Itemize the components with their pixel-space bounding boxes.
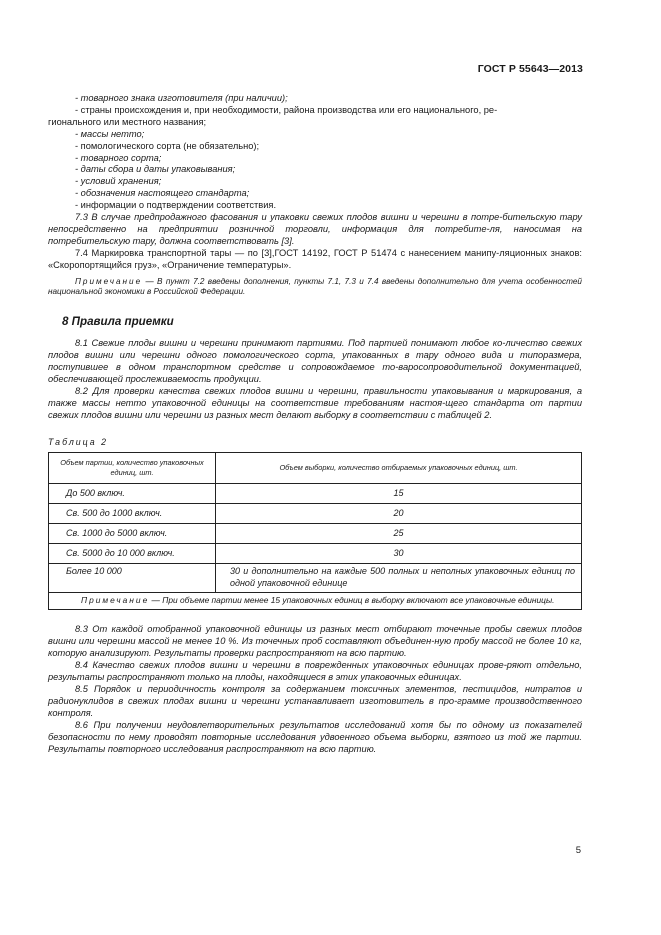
page-number: 5 xyxy=(575,845,581,856)
cell-lot: Св. 500 до 1000 включ. xyxy=(49,504,216,524)
cell-sample: 15 xyxy=(216,484,582,504)
note-7 xyxy=(48,277,582,299)
clause-8-2: 8.2 Для проверки качества свежих плодов вишни и черешни, правильности упаковывания и маркирования, а также массы нетто упаковочной единицы на соответствие требованиям настоя-щего стандарта от партии свежих плодов вишни или черешни из разных мест делают выборку в соответствии с таблицей 2. xyxy=(48,385,582,420)
table-note-row xyxy=(49,593,582,610)
table-note xyxy=(49,593,582,610)
list-item: - товарного знака изготовителя (при наличии); xyxy=(75,93,288,103)
note-text: — В пункт 7.2 введены дополнения, пункты 7.1, 7.3 и 7.4 введены дополнительно для учета особенностей национальной экономики в Российской Федерации. xyxy=(48,276,582,297)
document-body xyxy=(48,93,582,755)
section-8-title: 8 Правила приемки xyxy=(62,315,174,329)
cell-lot: До 500 включ. xyxy=(49,484,216,504)
table-row xyxy=(49,524,582,544)
table-header-sample: Объем выборки, количество отбираемых упаковочных единиц, шт. xyxy=(216,453,582,484)
table-row xyxy=(49,564,582,593)
table-header-lot: Объем партии, количество упаковочных единиц, шт. xyxy=(49,453,216,484)
list-item: - товарного сорта; xyxy=(75,152,162,163)
table-row xyxy=(49,484,582,504)
list-item: - обозначения настоящего стандарта; xyxy=(75,188,250,199)
clause-8-6: 8.6 При получении неудовлетворительных результатов исследований хотя бы по одному из показателей безопасности по нему проводят повторные исследования удвоенного объема выборки, взятого из той же партии. Результаты повторного исследования распространяют на всю партию. xyxy=(48,719,582,754)
clause-8-4: 8.4 Качество свежих плодов вишни и черешни в поврежденных упаковочных единицах прове-ряют отдельно, результаты распространяют только на плоды, находящиеся в этих упаковочных единицах. xyxy=(48,660,582,683)
cell-lot: Более 10 000 xyxy=(49,564,216,593)
table-header-row xyxy=(49,453,582,484)
list-item: - массы нетто; xyxy=(75,128,145,139)
clause-8-5: 8.5 Порядок и периодичность контроля за содержанием токсичных элементов, пестицидов, нитратов и радионуклидов в свежих плодах вишни и черешни устанавливает изготовитель в про-грамме производственного контроля. xyxy=(48,683,582,718)
sample-table xyxy=(48,452,582,610)
list-item: - страны происхождения и, при необходимости, района производства или его национального, ре- xyxy=(75,104,498,115)
clause-7-3: 7.3 В случае предпродажного фасования и упаковки свежих плодов вишни и черешни в потре-бительскую тару непосредственно на предприятии розничной торговли, информация для потребите-ля, наносимая на потребительскую тару, должна соответствовать [3]. xyxy=(48,212,582,246)
list-item: - условий хранения; xyxy=(75,176,162,187)
list-item: - информации о подтверждении соответствия. xyxy=(75,200,277,211)
table-note-text: — При объеме партии менее 15 упаковочных единиц в выборку включают все упаковочные единицы. xyxy=(149,595,555,606)
table-row xyxy=(49,504,582,524)
cell-sample: 30 xyxy=(216,544,582,564)
note-label: Примечание xyxy=(75,276,143,286)
cell-lot: Св. 5000 до 10 000 включ. xyxy=(49,544,216,564)
document-header: ГОСТ Р 55643—2013 xyxy=(477,63,583,75)
table-row xyxy=(49,544,582,564)
cell-sample: 20 xyxy=(216,504,582,524)
clause-7-4: 7.4 Маркировка транспортной тары — по [3],ГОСТ 14192, ГОСТ Р 51474 с нанесением манипу-ляционных знаков: «Скоропортящийся груз», «Ограничение температуры». xyxy=(48,247,582,270)
table-note-label: Примечание xyxy=(81,595,150,606)
cell-sample: 30 и дополнительно на каждые 500 полных и неполных упаковочных единиц по одной упаковочной единице xyxy=(216,564,582,593)
list-item: - даты сбора и даты упаковывания; xyxy=(75,164,236,175)
list-item: - помологического сорта (не обязательно); xyxy=(75,140,260,151)
clause-8-3: 8.3 От каждой отобранной упаковочной единицы из разных мест отбирают точечные пробы свежих плодов вишни или черешни массой не менее 10 %. Из точечных проб составляют объединен-ную пробу массой не более 10 кг, которую анализируют. Результаты проверки распространяют на всю партию. xyxy=(48,624,582,659)
list-item: гионального или местного названия; xyxy=(48,116,207,127)
cell-lot: Св. 1000 до 5000 включ. xyxy=(49,524,216,544)
clause-8-1: 8.1 Свежие плоды вишни и черешни принимают партиями. Под партией понимают любое ко-личество свежих плодов вишни или черешни одного помологического сорта, упакованных в тару одного вида и типоразмера, поступившее в одном транспортном средстве и сопровождаемое то-варосопроводительной документацией, обеспечивающей прослеживаемость продукции. xyxy=(48,338,582,384)
cell-sample: 25 xyxy=(216,524,582,544)
table-caption: Таблица 2 xyxy=(48,436,109,447)
